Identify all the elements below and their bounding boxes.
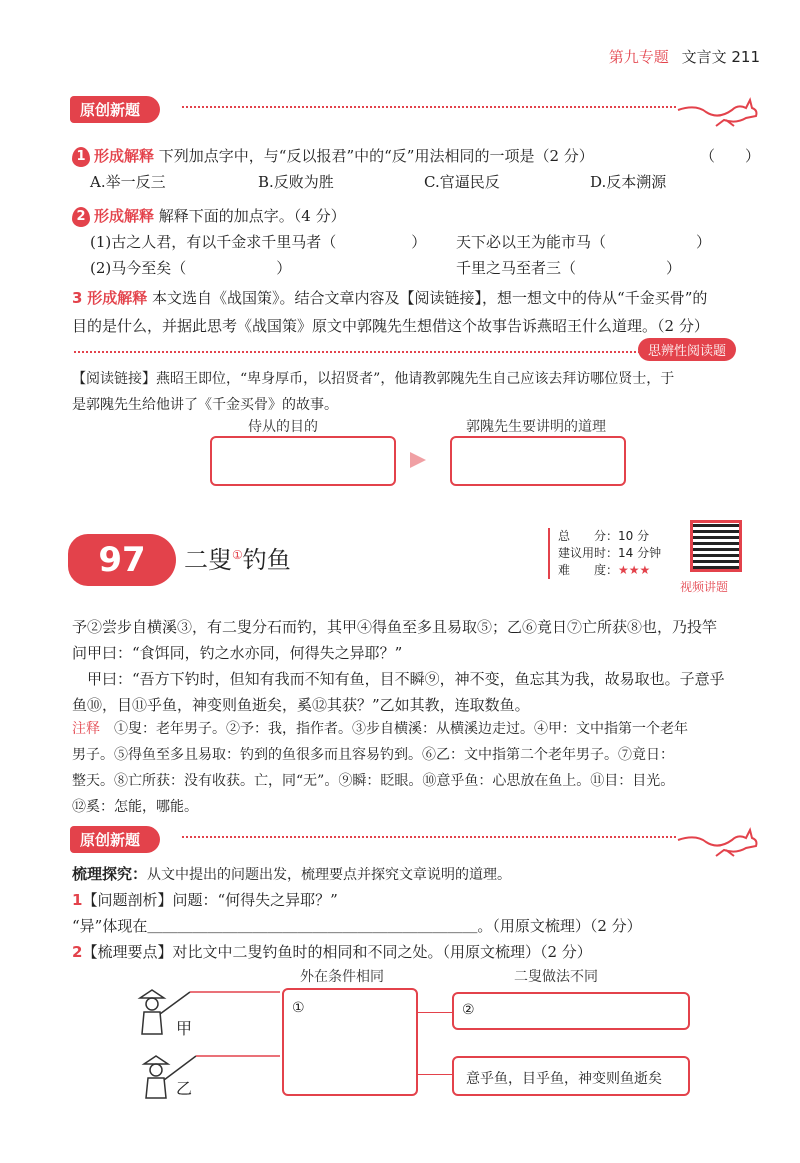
cat-icon xyxy=(676,90,760,128)
same-conditions-box[interactable] xyxy=(282,988,418,1096)
question-text: 下列加点字中，与“反以报君”中的“反”用法相同的一项是（2 分） xyxy=(158,147,594,165)
col-same-label: 外在条件相同 xyxy=(300,969,384,985)
yi-method-box xyxy=(452,1056,690,1096)
question-2 xyxy=(72,204,760,228)
yi-method-text: 意乎鱼，目乎鱼，神变则鱼逝矣 xyxy=(466,1071,662,1087)
answer-line: “异”体现在＿＿＿＿＿＿＿＿＿＿＿＿＿＿＿＿＿＿＿＿＿＿。（用原文梳理）（2 分） xyxy=(72,917,642,935)
suggested-time: 建议用时：14 分钟 xyxy=(558,546,662,560)
passage-line-2: 问甲曰：“食饵同，钓之水亦同，何得失之异耶？” xyxy=(72,644,403,662)
option-d: D.反本溯源 xyxy=(590,173,667,191)
page-number: 211 xyxy=(731,48,760,66)
question-text: 解释下面的加点字。（4 分） xyxy=(158,207,346,225)
title-part-b: 钓鱼 xyxy=(242,546,291,574)
question-number: 3 xyxy=(72,289,83,307)
question-text: 【梳理要点】对比文中二叟钓鱼时的相同和不同之处。（用原文梳理）（2 分） xyxy=(82,943,592,961)
dotted-divider xyxy=(182,106,676,108)
question-1 xyxy=(72,144,760,168)
dotted-divider xyxy=(182,836,676,838)
question-number: 2 xyxy=(72,207,90,227)
reading-link-line-2: 是郭隗先生给他讲了《千金买骨》的故事。 xyxy=(72,397,338,413)
explore-text: 从文中提出的问题出发，梳理要点并探究文章说明的道理。 xyxy=(147,867,512,883)
connector-line xyxy=(418,1012,452,1013)
jia-method-box[interactable] xyxy=(452,992,690,1030)
question-text-1: 本文选自《战国策》。结合文章内容及【阅读链接】，想一想文中的侍从“千金买骨”的 xyxy=(152,289,708,307)
connector-line xyxy=(418,1074,452,1075)
question-number: 1 xyxy=(72,147,90,167)
item-2b: 千里之马至者三（ ） xyxy=(456,259,682,277)
reason-answer-box[interactable] xyxy=(450,436,626,486)
thinking-reading-badge: 思辨性阅读题 xyxy=(638,338,736,361)
annotations xyxy=(72,716,760,820)
title-note-marker: ① xyxy=(232,548,243,562)
total-score: 总 分：10 分 xyxy=(558,529,650,543)
notes-line-1: ①叟：老年男子。②予：我，指作者。③步自横溪：从横溪边走过。④甲：文中指第一个老年 xyxy=(114,721,688,737)
question-tag: 形成解释 xyxy=(94,207,155,225)
passage xyxy=(72,614,760,718)
lesson-title xyxy=(184,540,291,575)
question-tag: 形成解释 xyxy=(94,147,155,165)
option-b: B.反败为胜 xyxy=(258,173,334,191)
section-label: 原创新题 xyxy=(70,826,160,853)
video-lecture-link[interactable]: 视频讲题 xyxy=(680,580,729,594)
option-a: A.举一反三 xyxy=(90,173,166,191)
difficulty-label: 难 度： xyxy=(558,563,619,577)
diagram-left-label: 侍从的目的 xyxy=(248,419,318,435)
question-text: 【问题剖析】问题：“何得失之异耶？” xyxy=(82,891,338,909)
question-3 xyxy=(72,284,760,340)
notes-label: 注释 xyxy=(72,721,100,737)
qr-code-icon[interactable] xyxy=(690,520,742,572)
reading-link-line-1: 【阅读链接】燕昭王即位，“卑身厚币，以招贤者”，他请教郭隗先生自己应该去拜访哪位贤士，于 xyxy=(72,371,675,387)
explore-intro xyxy=(72,862,760,887)
box-marker-2: ② xyxy=(462,1002,475,1018)
diagram-right-label: 郭隗先生要讲明的道理 xyxy=(466,419,606,435)
section-bar-original xyxy=(70,90,760,128)
section-label: 原创新题 xyxy=(70,96,160,123)
question-5 xyxy=(72,940,760,964)
notes-line-2: 男子。⑤得鱼至多且易取：钓到的鱼很多而且容易钓到。⑥乙：文中指第二个老年男子。⑦竟日： xyxy=(72,747,674,763)
col-different-label: 二叟做法不同 xyxy=(514,969,598,985)
question-number: 2 xyxy=(72,943,83,961)
item-1b: 天下必以王为能市马（ ） xyxy=(456,233,712,251)
chapter-label: 第九专题 xyxy=(608,48,669,66)
notes-line-3: 整天。⑧亡所获：没有收获。亡，同“无”。⑨瞬：眨眼。⑩意乎鱼：心思放在鱼上。⑪目：目光。 xyxy=(72,773,675,789)
dotted-divider xyxy=(74,351,640,353)
cat-icon xyxy=(676,820,760,858)
question-4-answer-line xyxy=(72,914,760,938)
passage-line-4: 鱼⑩，目⑪乎鱼，神变则鱼逝矣，奚⑫其获？”乙如其教，连取数鱼。 xyxy=(72,696,530,714)
section-bar-original-2 xyxy=(70,820,760,858)
answer-paren: （ ） xyxy=(699,147,760,165)
section-label: 文言文 xyxy=(681,48,727,66)
fishermen-illustration xyxy=(130,984,290,1104)
question-tag: 形成解释 xyxy=(87,289,148,307)
reading-link xyxy=(72,366,760,418)
explore-title: 梳理探究： xyxy=(72,865,148,883)
label-jia: 甲 xyxy=(176,1019,193,1038)
question-4 xyxy=(72,888,760,912)
lesson-number: 97 xyxy=(68,534,176,586)
box-marker-1: ① xyxy=(292,1000,305,1016)
passage-line-3: 甲曰：“吾方下钓时，但知有我而不知有鱼，目不瞬⑨，神不变，鱼忘其为我，故易取也。子意乎 xyxy=(72,670,725,688)
label-yi: 乙 xyxy=(176,1079,193,1098)
question-text-2: 目的是什么，并据此思考《战国策》原文中郭隗先生想借这个故事告诉燕昭王什么道理。（2 分） xyxy=(72,317,709,335)
option-c: C.官逼民反 xyxy=(424,173,500,191)
notes-line-4: ⑫奚：怎能，哪能。 xyxy=(72,799,198,815)
purpose-answer-box[interactable] xyxy=(210,436,396,486)
question-number: 1 xyxy=(72,891,83,909)
title-part-a: 二叟 xyxy=(184,546,232,574)
passage-line-1: 予②尝步自横溪③，有二叟分石而钓，其甲④得鱼至多且易取⑤；乙⑥竟日⑦亡所获⑧也，乃投竿 xyxy=(72,618,718,636)
arrow-right-icon xyxy=(410,452,426,468)
item-1a: (1)古之人君，有以千金求千里马者（ ） xyxy=(90,233,427,251)
item-2a: (2)马今至矣（ ） xyxy=(90,259,292,277)
lesson-info xyxy=(548,528,661,579)
difficulty-stars: ★★★ xyxy=(618,563,651,577)
page-header xyxy=(609,46,760,67)
